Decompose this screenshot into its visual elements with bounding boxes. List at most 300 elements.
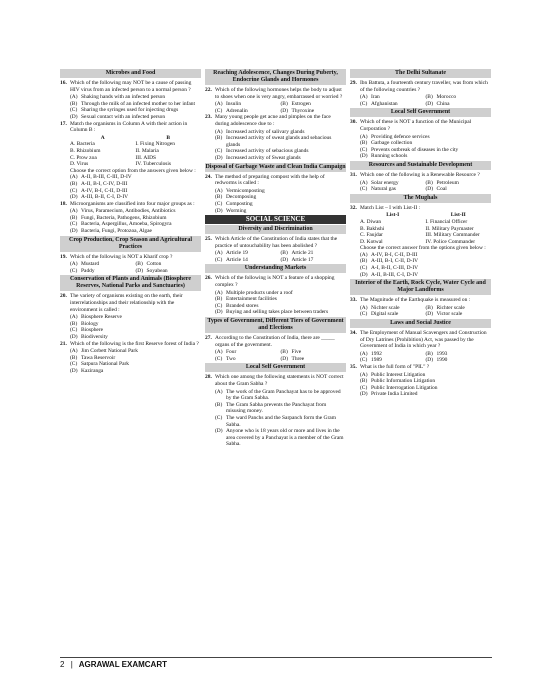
question-text: The variety of organisms existing on the earth, their interrelationships and their relationship with the environment is called : (70, 293, 183, 313)
question-text: Which Article of the Constitution of India states that the practice of untouchability has been abolished ? (215, 236, 338, 249)
question-number: 32. (350, 204, 357, 211)
option-text: A-II, B-III, C-III, D-IV (81, 174, 132, 181)
option (205, 155, 346, 162)
option-text: Shaking hands with an infected person (81, 94, 166, 101)
match-row (360, 219, 491, 226)
option-letter: (C) (215, 148, 223, 155)
match-right: I. Fixing Nitrogen (135, 141, 175, 148)
match-left: A. Diwan (360, 218, 382, 225)
option-text: Kaziranga (81, 367, 104, 374)
option (350, 378, 491, 385)
options-grid (205, 101, 346, 114)
column-2 (205, 68, 346, 648)
question-text: Which one among the following statements is NOT correct about the Gram Sabha ? (215, 374, 344, 387)
option-text: Sharing the syringes used for injecting drugs (81, 107, 179, 114)
option-text: 1993 (436, 350, 448, 357)
option (205, 148, 346, 155)
match-row (70, 155, 201, 162)
question-18 (60, 201, 201, 235)
option (205, 389, 346, 402)
question-26 (205, 275, 346, 316)
option (70, 268, 136, 275)
question-stem (205, 114, 346, 127)
question-number: 22. (205, 87, 212, 93)
option-letter: (B) (215, 194, 223, 201)
question-text: Match the organisms in Column A with their action in Column B : (70, 120, 188, 134)
section-heading: The Mughals (350, 194, 491, 203)
section-heading: Reaching Adolescence, Changes During Puberty, Endocrine Glands and Hormones (205, 69, 346, 85)
question-stem (205, 335, 346, 348)
option (281, 257, 347, 264)
question-24 (205, 174, 346, 215)
option-text: The Gram Sabha prevents the Panchayat from misusing money. (226, 401, 327, 415)
subject-banner: SOCIAL SCIENCE (205, 215, 346, 224)
question-23 (205, 114, 346, 161)
option (350, 391, 491, 398)
option-text: Natural gas (371, 186, 396, 193)
option-text: Sexual contact with an infected person (81, 113, 166, 120)
option (205, 428, 346, 448)
section-heading: Resources and Sustainable Development (350, 161, 491, 170)
option (215, 101, 281, 108)
option-text: Biology (81, 320, 99, 327)
option (360, 351, 426, 358)
option (281, 250, 347, 257)
question-text: Which of the following is NOT a feature of a shopping complex ? (215, 275, 335, 289)
option-text: Jim Corbett National Park (81, 348, 138, 355)
question-stem (205, 275, 346, 288)
option-letter: (D) (280, 355, 289, 362)
brand-name: AGRAWAL EXAMCART (78, 660, 167, 669)
option-letter: (C) (70, 107, 78, 114)
match-right: III. Military Commander (425, 232, 480, 239)
question-text: Which of the following is the first Reserve forest of India ? (70, 340, 199, 347)
question-27 (205, 335, 346, 362)
option-text: Mustard (81, 261, 100, 268)
option-letter: (A) (215, 388, 223, 395)
question-stem (350, 297, 491, 304)
option-letter: (D) (70, 194, 78, 201)
question-stem (205, 174, 346, 187)
option-text: A-IV, B-I, C-II, D-III (81, 187, 128, 194)
option (205, 415, 346, 428)
section-heading: Interior of the Earth, Rock Cycle, Water Cycle and Major Landforms (350, 279, 491, 295)
option-text: Article 19 (226, 250, 248, 257)
options-grid (350, 180, 491, 193)
question-17 (60, 121, 201, 201)
option-text: Public Interrogation Litigation (371, 384, 438, 391)
option-text: Running schools (371, 153, 408, 160)
option (215, 349, 281, 356)
option (281, 349, 347, 356)
option (60, 355, 201, 362)
question-stem (350, 119, 491, 132)
option (350, 134, 491, 141)
question-stem (350, 205, 491, 212)
question-16 (60, 80, 201, 121)
option (215, 356, 281, 363)
question-number: 33. (350, 297, 357, 304)
question-text: Which of these is NOT a function of the Municipal Corporation ? (360, 119, 472, 132)
section-heading: Disposal of Garbage Waste and Clean India Campaign (205, 163, 346, 170)
option-letter: (C) (215, 355, 223, 362)
option (360, 94, 426, 101)
question-stem (60, 121, 201, 134)
option-text: Nichter scale (371, 304, 400, 311)
option-text: Soyabean (146, 267, 168, 274)
page-footer (60, 657, 492, 669)
option-letter: (B) (360, 140, 368, 147)
option-text: Digital scale (371, 311, 399, 318)
option-text: A-I, B-II, C-III, D-IV (371, 265, 419, 272)
option-letter: (D) (70, 228, 78, 235)
section-heading: Conservation of Plants and Animals (Biosphere Reserves, National Parks and Sanctuaries) (60, 275, 201, 291)
option (360, 180, 426, 187)
option-letter: (A) (70, 208, 78, 215)
option-text: 1989 (371, 357, 382, 364)
option-text: Victor scale (436, 311, 463, 318)
option-text: Insulin (226, 101, 242, 108)
option (60, 194, 201, 201)
option (426, 101, 492, 108)
option-text: 1990 (436, 357, 448, 364)
option-letter: (D) (215, 154, 223, 161)
option-letter: (A) (70, 314, 78, 321)
match-row (70, 141, 201, 148)
option-text: Biosphere Reserve (81, 314, 122, 321)
match-right: IV. Police Commander (425, 238, 476, 245)
options-grid (350, 351, 491, 364)
option-text: Private India Limited (371, 391, 418, 398)
option-letter: (B) (215, 296, 223, 303)
option-letter: (C) (70, 187, 78, 194)
option-letter: (B) (70, 100, 78, 107)
column-1 (60, 68, 201, 648)
option-letter: (A) (215, 349, 223, 356)
option-text: A-III, B-I, C-II, D-IV (371, 258, 419, 265)
option-letter: (D) (425, 186, 434, 193)
option (350, 252, 491, 259)
option-text: Public Information Litigation (371, 378, 436, 385)
option-letter: (D) (360, 153, 368, 160)
option-letter: (A) (360, 94, 368, 101)
option-text: Iran (371, 94, 380, 101)
option-text: Estrogen (291, 101, 311, 108)
option-letter: (A) (360, 304, 368, 311)
option (426, 311, 492, 318)
option (426, 94, 492, 101)
match-table (60, 135, 201, 168)
option-letter: (D) (215, 207, 223, 214)
match-left: D. Kotwal (360, 238, 383, 245)
match-row (70, 161, 201, 168)
question-number: 19. (60, 253, 67, 260)
question-number: 16. (60, 80, 67, 86)
footer-separator: | (70, 660, 73, 669)
option-letter: (B) (135, 261, 143, 268)
option-text: Increased activity of Sweat glands (226, 154, 301, 161)
section-heading: Microbes and Food (60, 69, 201, 78)
option-text: Anyone who is 18 years old or more and lives in the area covered by a Panchayat is a member of the Gram Sabha. (226, 428, 344, 448)
option-letter: (B) (360, 378, 368, 385)
option (60, 348, 201, 355)
option (426, 305, 492, 312)
question-stem (350, 172, 491, 179)
option (350, 272, 491, 279)
option-letter: (C) (70, 327, 78, 334)
question-text: Match List – I with List-II : (360, 204, 421, 211)
question-text: The Magnitude of the Earthquake is measured on : (360, 297, 471, 304)
option-letter: (B) (360, 258, 368, 265)
option-letter: (B) (425, 304, 433, 311)
option-letter: (A) (70, 94, 78, 101)
section-heading: Diversity and Discrimination (205, 225, 346, 234)
option-letter: (A) (360, 133, 368, 140)
section-heading: The Delhi Sultanate (350, 69, 491, 78)
option-text: A-III, B-II, C-I, D-IV (81, 194, 129, 201)
option-text: Buying and selling takes place between traders (226, 309, 329, 316)
option (360, 186, 426, 193)
question-stem (60, 254, 201, 261)
option-text: Virus, Paramecium, Antibodies, Antibiotics (81, 208, 176, 215)
option-letter: (D) (280, 107, 289, 114)
option-letter: (B) (70, 320, 78, 327)
question-text: Many young people get acne and pimples on the face during adolescence due to : (215, 114, 331, 127)
option-text: Article 17 (291, 256, 314, 263)
option (205, 135, 346, 148)
option (60, 228, 201, 235)
option-letter: (A) (70, 261, 78, 268)
option-letter: (C) (70, 361, 78, 368)
question-number: 20. (60, 293, 67, 300)
option-letter: (C) (215, 302, 223, 309)
option-letter: (C) (360, 311, 368, 318)
option-letter: (C) (70, 221, 78, 228)
question-text: Which of the following is NOT a Kharif crop ? (70, 253, 173, 260)
match-right: II. Military Paymaster (425, 225, 474, 232)
option-text: The ward Panchs and the Sarpanch form the Gram Sabha. (226, 414, 336, 428)
option (281, 101, 347, 108)
question-stem (60, 341, 201, 348)
option (350, 140, 491, 147)
option-letter: (A) (215, 289, 223, 296)
option-text: Biodiversity (81, 334, 108, 340)
match-right: IV. Tuberculosis (135, 161, 172, 168)
option-text: Paddy (81, 267, 95, 274)
option (350, 147, 491, 154)
question-22 (205, 87, 346, 114)
option-text: Thyroxine (291, 107, 315, 114)
option-letter: (D) (135, 267, 144, 274)
match-row (360, 226, 491, 233)
option-text: Multiple products under a roof (226, 289, 293, 296)
option-text: Article 21 (291, 250, 314, 257)
question-number: 24. (205, 173, 212, 180)
option-text: Afghanistan (371, 100, 398, 107)
option-text: Morocco (436, 94, 457, 101)
question-text: Ibn Battuta, a fourteenth century traveller, was from which of the following countries ? (360, 80, 488, 93)
option (426, 357, 492, 364)
option-letter: (A) (360, 350, 368, 357)
match-left: B. Rhizobium (70, 147, 101, 154)
page-body (60, 68, 492, 648)
option-text: 1992 (371, 350, 382, 357)
match-table (350, 212, 491, 245)
question-number: 23. (205, 114, 212, 121)
match-left: A. Bacteria (70, 141, 95, 148)
question-text: What is the full form of "PIL" ? (360, 364, 430, 370)
match-left: C. Prow zoa (70, 154, 97, 161)
option (60, 334, 201, 341)
option-text: Cotton (146, 261, 162, 268)
question-19 (60, 254, 201, 275)
option (350, 385, 491, 392)
question-32 (350, 205, 491, 279)
question-stem (350, 80, 491, 93)
option (60, 368, 201, 375)
option-text: Bacteria, Fungi, Protozoa, Algae (81, 228, 152, 235)
option-text: Decomposing (226, 194, 257, 201)
option (205, 296, 346, 303)
option (60, 314, 201, 321)
option-text: Richter scale (436, 304, 465, 311)
option (350, 153, 491, 160)
option-letter: (D) (215, 309, 223, 316)
option (350, 258, 491, 265)
option-letter: (C) (215, 414, 223, 421)
option (60, 188, 201, 195)
option-letter: (C) (360, 146, 368, 153)
option-letter: (B) (215, 401, 223, 408)
section-heading: Local Self Government (205, 363, 346, 372)
question-stem (60, 80, 201, 93)
option (60, 221, 201, 228)
question-20 (60, 293, 201, 340)
question-text: The Employment of Manual Scavengers and Construction of Dry Latrines (Prohibition) Act, was passed by the Government of India in which year ? (360, 330, 487, 350)
option-letter: (D) (360, 271, 368, 278)
question-29 (350, 80, 491, 107)
match-right: II. Malaria (135, 147, 159, 154)
section-heading: Crop Production, Crop Season and Agricultural Practices (60, 236, 201, 252)
option-text: Providing defence services (371, 133, 430, 140)
question-instruction: Choose the correct option from the answers given below : (70, 167, 196, 174)
option-text: Entertainment facilities (226, 296, 277, 303)
option-letter: (C) (360, 100, 368, 107)
option-text: Prevents outbreak of diseases in the city (371, 146, 459, 153)
option-letter: (B) (425, 350, 433, 357)
option-letter: (B) (70, 354, 78, 361)
question-number: 25. (205, 236, 212, 243)
question-stem (60, 201, 201, 208)
option (60, 215, 201, 222)
question-number: 27. (205, 335, 212, 342)
option (60, 181, 201, 188)
option-letter: (A) (360, 179, 368, 186)
question-21 (60, 341, 201, 375)
option-text: The work of the Gram Panchayat has to be approved by the Gram Sabha. (226, 388, 341, 402)
match-header-a: List-I (386, 212, 400, 219)
option-letter: (B) (425, 179, 433, 186)
option (360, 101, 426, 108)
option (205, 309, 346, 316)
option-letter: (D) (360, 391, 368, 398)
option-letter: (D) (425, 357, 434, 364)
option-letter: (C) (215, 256, 223, 263)
option-letter: (A) (215, 250, 223, 257)
option (426, 351, 492, 358)
options-grid (350, 94, 491, 107)
question-number: 17. (60, 120, 67, 127)
match-row (70, 148, 201, 155)
question-35 (350, 364, 491, 398)
option-text: A-IV, B-I, C-II, D-III (371, 251, 418, 258)
option-text: Three (291, 355, 305, 362)
option (136, 261, 202, 268)
match-row (360, 232, 491, 239)
option (60, 114, 201, 121)
column-3 (350, 68, 491, 648)
option-letter: (C) (360, 357, 368, 364)
option-letter: (B) (280, 349, 288, 356)
question-number: 18. (60, 200, 67, 207)
question-number: 30. (350, 119, 357, 126)
option-text: Petroleum (436, 179, 459, 186)
option-letter: (B) (280, 101, 288, 108)
match-right: I. Financial Officer (425, 218, 468, 225)
question-33 (350, 297, 491, 318)
option-text: Increased activity of sweat glands and sebacious glands (226, 135, 332, 148)
question-number: 26. (205, 275, 212, 282)
option-letter: (D) (70, 113, 78, 120)
option (60, 327, 201, 334)
option (60, 94, 201, 101)
option-letter: (C) (360, 186, 368, 193)
question-text: Which of the following hormones helps the body to adjust to shoes when one is very angry, embarrassed or worried ? (215, 87, 343, 100)
question-30 (350, 119, 491, 160)
question-text: The method of preparing compost with the help of redworms is called : (215, 173, 325, 187)
question-instruction: Choose the correct answer from the options given below : (360, 245, 486, 252)
option-letter: (C) (215, 107, 223, 114)
option-text: Article 14 (226, 256, 248, 263)
option-text: Increased activity of salivary glands (226, 128, 305, 135)
match-header-b: B (166, 134, 171, 141)
question-number: 34. (350, 330, 357, 337)
question-stem (205, 236, 346, 249)
option-text: Adrenalin (226, 107, 248, 114)
option-letter: (D) (425, 311, 434, 318)
option (60, 321, 201, 328)
option (426, 186, 492, 193)
option-letter: (A) (215, 128, 223, 135)
question-stem (205, 374, 346, 387)
option-letter: (A) (360, 371, 368, 378)
question-stem (350, 364, 491, 371)
option-letter: (D) (70, 334, 78, 340)
option-letter: (C) (360, 265, 368, 272)
option-text: Garbage collection (371, 140, 413, 147)
option-letter: (B) (215, 135, 223, 142)
option (70, 261, 136, 268)
option-text: Two (226, 355, 236, 362)
match-header (70, 135, 201, 142)
option (360, 311, 426, 318)
option (205, 194, 346, 201)
option-text: Worming (226, 207, 247, 214)
question-stem (60, 293, 201, 313)
question-stem (350, 330, 491, 350)
option-letter: (D) (70, 367, 78, 374)
option (360, 305, 426, 312)
